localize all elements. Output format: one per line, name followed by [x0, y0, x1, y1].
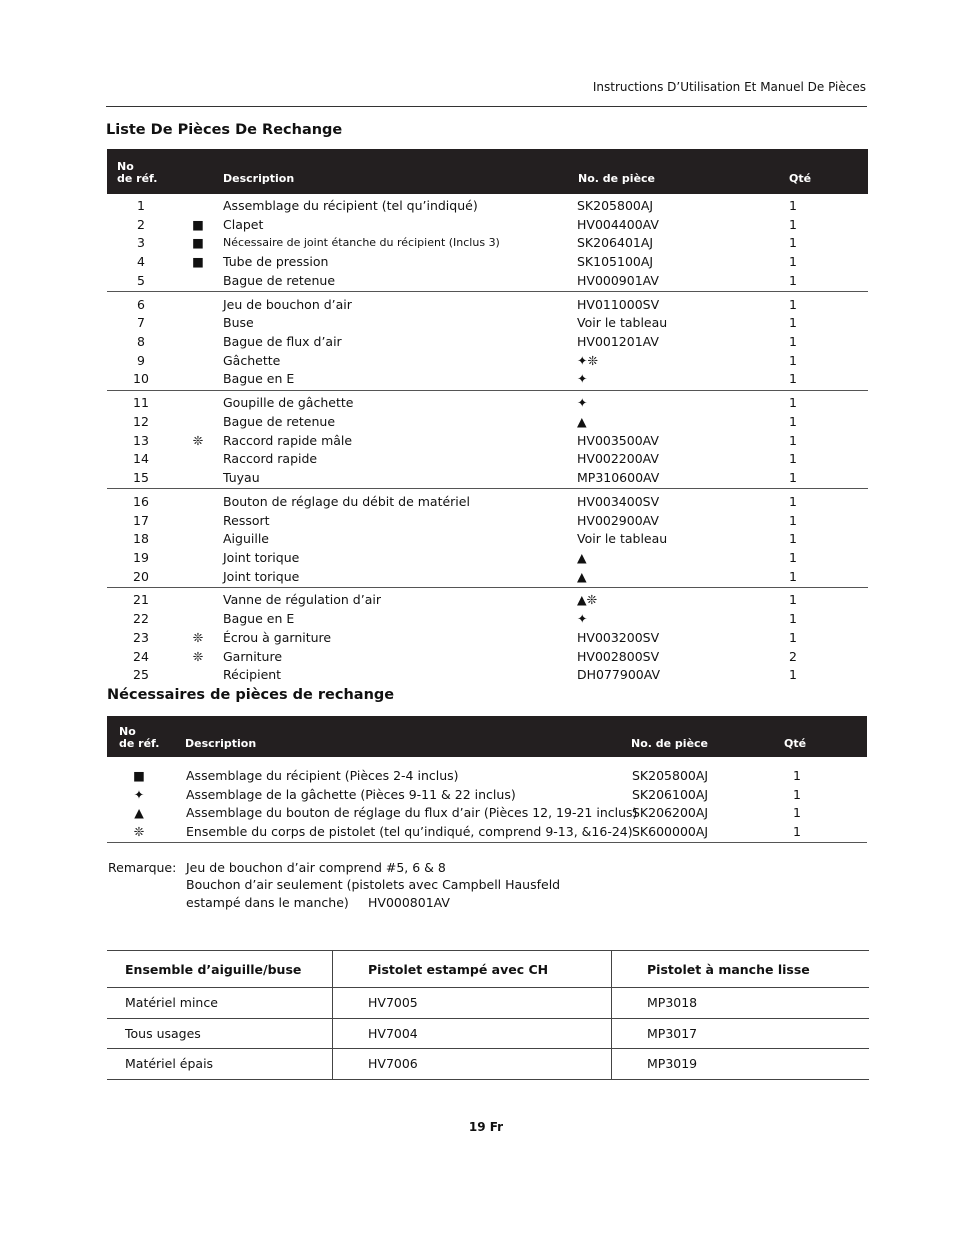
- part-description: Tube de pression: [223, 254, 329, 270]
- kit-description: Ensemble du corps de pistolet (tel qu’indiqué, comprend 9-13, &16-24): [186, 824, 633, 840]
- table-row: [107, 234, 868, 253]
- part-qty: 1: [789, 568, 797, 584]
- table-row: [107, 629, 868, 648]
- col-part-no: No. de pièce: [578, 172, 656, 185]
- table-row: [107, 988, 869, 1019]
- ref-number: 20: [133, 568, 149, 584]
- table-row: [107, 666, 868, 685]
- needle-cell: Matériel mince: [107, 988, 333, 1019]
- parts-table-header: [107, 149, 868, 194]
- parts-table-body: [107, 197, 868, 687]
- group-divider: [107, 488, 868, 489]
- part-number: HV002200AV: [577, 451, 659, 467]
- kit-qty: 1: [793, 805, 801, 821]
- table-row: [107, 530, 868, 549]
- part-number: HV002800SV: [577, 648, 660, 664]
- needle-header-stamped: Pistolet estampé avec CH: [333, 951, 612, 988]
- part-qty: 1: [789, 667, 797, 683]
- kits-col-ref-line1: No: [119, 725, 136, 738]
- part-description: Tuyau: [223, 470, 260, 485]
- kit-marker-icon: ❊: [192, 629, 204, 645]
- table-row: [107, 413, 868, 432]
- part-qty: 1: [789, 549, 797, 565]
- part-number: HV003200SV: [577, 629, 660, 645]
- part-description: Nécessaire de joint étanche du récipient (Inclus 3): [223, 236, 500, 250]
- part-qty: 1: [789, 592, 797, 608]
- table-row: [107, 549, 868, 568]
- kits-bottom-rule: [107, 842, 867, 843]
- part-description: Joint torique: [223, 549, 300, 565]
- kit-marker-icon: ❊: [192, 432, 204, 448]
- part-qty: 1: [789, 352, 797, 368]
- ref-number: 2: [137, 216, 145, 232]
- ref-number: 16: [133, 493, 149, 509]
- part-number: SK105100AJ: [577, 254, 654, 270]
- table-row: [107, 197, 868, 216]
- part-qty: 1: [789, 395, 797, 411]
- table-row: [107, 591, 868, 610]
- ref-number: 11: [133, 395, 149, 411]
- ref-number: 24: [133, 648, 149, 664]
- kits-title: Nécessaires de pièces de rechange: [107, 687, 395, 703]
- needle-cell: HV7005: [333, 988, 612, 1019]
- kit-marker-icon: ✦: [133, 786, 145, 802]
- ref-number: 10: [133, 371, 149, 387]
- part-number: HV000901AV: [577, 272, 659, 288]
- needle-cell: MP3017: [612, 1018, 870, 1049]
- part-description: Buse: [223, 315, 254, 331]
- part-qty: 1: [789, 235, 797, 251]
- part-qty: 2: [789, 648, 797, 664]
- part-number: SK205800AJ: [577, 198, 654, 213]
- part-description: Vanne de régulation d’air: [223, 592, 381, 608]
- part-number: SK206401AJ: [577, 235, 654, 251]
- kits-col-part-no: No. de pièce: [631, 737, 709, 750]
- kit-marker-icon: ■: [192, 235, 204, 251]
- ref-number: 6: [137, 296, 145, 312]
- part-qty: 1: [789, 611, 797, 627]
- part-description: Bague en E: [223, 371, 295, 387]
- kit-marker-icon: ■: [192, 216, 204, 232]
- part-description: Raccord rapide: [223, 451, 318, 467]
- part-number: ▲: [577, 568, 587, 584]
- remark-label: Remarque:: [108, 860, 177, 875]
- group-divider: [107, 291, 868, 292]
- parts-list-title: Liste De Pièces De Rechange: [106, 122, 343, 138]
- part-qty: 1: [789, 451, 797, 467]
- part-number: ✦❊: [577, 352, 598, 368]
- kits-col-description: Description: [185, 737, 257, 750]
- kit-part-number: SK206100AJ: [632, 786, 709, 802]
- part-qty: 1: [789, 216, 797, 232]
- part-description: Bague en E: [223, 611, 295, 627]
- part-description: Gâchette: [223, 352, 281, 368]
- part-number: DH077900AV: [577, 667, 661, 683]
- table-row: [107, 333, 868, 352]
- table-row: [107, 352, 868, 371]
- part-qty: 1: [789, 296, 797, 312]
- table-row: [107, 493, 868, 512]
- col-qty: Qté: [789, 172, 812, 185]
- kit-description: Assemblage du récipient (Pièces 2-4 inclus): [186, 768, 459, 783]
- table-row: [107, 1018, 869, 1049]
- part-qty: 1: [789, 198, 797, 213]
- needle-cell: HV7006: [333, 1049, 612, 1080]
- kits-col-qty: Qté: [784, 737, 807, 750]
- part-number: ▲❊: [577, 592, 598, 608]
- ref-number: 5: [137, 272, 145, 288]
- ref-number: 21: [133, 592, 149, 608]
- needle-header-assembly: Ensemble d’aiguille/buse: [107, 951, 333, 988]
- part-number: ✦: [577, 371, 588, 387]
- ref-number: 3: [137, 235, 145, 251]
- kit-marker-icon: ▲: [134, 805, 144, 821]
- kit-description: Assemblage de la gâchette (Pièces 9-11 & 22 inclus): [186, 786, 516, 802]
- part-number: Voir le tableau: [577, 531, 668, 547]
- table-row: [107, 786, 867, 805]
- table-row: [107, 823, 867, 842]
- ref-number: 8: [137, 334, 145, 349]
- needle-nozzle-table: [107, 950, 869, 1080]
- kit-qty: 1: [793, 824, 801, 840]
- kit-part-number: SK206200AJ: [632, 805, 709, 821]
- table-row: [107, 767, 867, 786]
- page-number: 19 Fr: [468, 1120, 504, 1134]
- part-number: HV003400SV: [577, 493, 660, 509]
- kit-qty: 1: [793, 786, 801, 802]
- ref-number: 15: [133, 470, 149, 485]
- group-divider: [107, 390, 868, 391]
- part-qty: 1: [789, 531, 797, 547]
- part-description: Goupille de gâchette: [223, 395, 354, 411]
- kit-marker-icon: ❊: [133, 824, 145, 840]
- part-number: ✦: [577, 395, 588, 411]
- table-row: [107, 314, 868, 333]
- part-number: HV011000SV: [577, 296, 660, 312]
- table-row: [107, 610, 868, 629]
- table-row: [107, 370, 868, 389]
- ref-number: 19: [133, 549, 149, 565]
- kits-table-header: [107, 716, 867, 757]
- group-divider: [107, 587, 868, 588]
- ref-number: 22: [133, 611, 149, 627]
- table-row: [107, 216, 868, 235]
- part-number: ▲: [577, 413, 587, 429]
- part-number: HV002900AV: [577, 512, 659, 528]
- part-description: Garniture: [223, 648, 283, 664]
- part-description: Récipient: [223, 667, 282, 683]
- table-row: [107, 450, 868, 469]
- part-description: Assemblage du récipient (tel qu’indiqué): [223, 198, 478, 213]
- kits-table-body: [107, 767, 867, 847]
- part-number: ✦: [577, 611, 588, 627]
- part-description: Bouton de réglage du débit de matériel: [223, 493, 470, 509]
- remark-line-1: Jeu de bouchon d’air comprend #5, 6 & 8: [186, 860, 446, 875]
- part-qty: 1: [789, 470, 797, 485]
- table-row: [107, 272, 868, 291]
- kit-marker-icon: ■: [192, 254, 204, 270]
- manual-title: Instructions D’Utilisation Et Manuel De Pièces: [592, 80, 866, 94]
- table-row: [107, 568, 868, 587]
- part-description: Écrou à garniture: [223, 629, 332, 645]
- part-qty: 1: [789, 493, 797, 509]
- part-qty: 1: [789, 334, 797, 349]
- kit-marker-icon: ❊: [192, 648, 204, 664]
- remark-line-2: Bouchon d’air seulement (pistolets avec Campbell Hausfeld: [186, 877, 561, 892]
- part-description: Jeu de bouchon d’air: [223, 296, 352, 312]
- part-qty: 1: [789, 254, 797, 270]
- table-row: [107, 432, 868, 451]
- col-ref-line2: de réf.: [117, 172, 158, 185]
- part-description: Aiguille: [223, 531, 269, 547]
- part-description: Joint torique: [223, 568, 300, 584]
- part-qty: 1: [789, 413, 797, 429]
- part-qty: 1: [789, 629, 797, 645]
- table-row: [107, 296, 868, 315]
- table-row: [107, 804, 867, 823]
- ref-number: 14: [133, 451, 149, 467]
- kit-description: Assemblage du bouton de réglage du flux d’air (Pièces 12, 19-21 inclus): [186, 805, 638, 821]
- kit-part-number: SK600000AJ: [632, 824, 709, 840]
- part-number: HV001201AV: [577, 334, 659, 349]
- kit-marker-icon: ■: [133, 768, 145, 783]
- needle-header-smooth: Pistolet à manche lisse: [612, 951, 870, 988]
- needle-cell: MP3018: [612, 988, 870, 1019]
- part-qty: 1: [789, 432, 797, 448]
- table-row: [107, 253, 868, 272]
- table-row: [107, 648, 868, 667]
- kits-col-ref-line2: de réf.: [119, 737, 160, 750]
- header-divider: [106, 106, 867, 107]
- ref-number: 18: [133, 531, 149, 547]
- part-qty: 1: [789, 272, 797, 288]
- needle-cell: Matériel épais: [107, 1049, 333, 1080]
- part-description: Bague de flux d’air: [223, 334, 342, 349]
- part-number: MP310600AV: [577, 470, 660, 485]
- part-description: Bague de retenue: [223, 272, 336, 288]
- part-qty: 1: [789, 512, 797, 528]
- ref-number: 13: [133, 432, 149, 448]
- part-description: Bague de retenue: [223, 413, 336, 429]
- remark-part-number: HV000801AV: [368, 895, 450, 910]
- part-description: Clapet: [223, 216, 264, 232]
- part-qty: 1: [789, 315, 797, 331]
- ref-number: 1: [137, 198, 145, 213]
- ref-number: 12: [133, 413, 149, 429]
- ref-number: 17: [133, 512, 149, 528]
- ref-number: 7: [137, 315, 145, 331]
- needle-cell: HV7004: [333, 1018, 612, 1049]
- needle-cell: Tous usages: [107, 1018, 333, 1049]
- remark-line-3: estampé dans le manche): [186, 895, 349, 910]
- part-number: HV004400AV: [577, 216, 659, 232]
- part-number: HV003500AV: [577, 432, 659, 448]
- part-number: ▲: [577, 549, 587, 565]
- needle-cell: MP3019: [612, 1049, 870, 1080]
- part-number: Voir le tableau: [577, 315, 668, 331]
- kit-qty: 1: [793, 768, 801, 783]
- table-row: [107, 512, 868, 531]
- ref-number: 9: [137, 352, 145, 368]
- part-description: Raccord rapide mâle: [223, 432, 353, 448]
- ref-number: 23: [133, 629, 149, 645]
- table-row: [107, 394, 868, 413]
- needle-table-header: [107, 951, 869, 988]
- col-description: Description: [223, 172, 295, 185]
- kit-part-number: SK205800AJ: [632, 768, 709, 783]
- ref-number: 4: [137, 254, 145, 270]
- part-description: Ressort: [223, 512, 270, 528]
- ref-number: 25: [133, 667, 149, 683]
- part-qty: 1: [789, 371, 797, 387]
- table-row: [107, 469, 868, 488]
- table-row: [107, 1049, 869, 1080]
- col-ref-line1: No: [117, 160, 134, 173]
